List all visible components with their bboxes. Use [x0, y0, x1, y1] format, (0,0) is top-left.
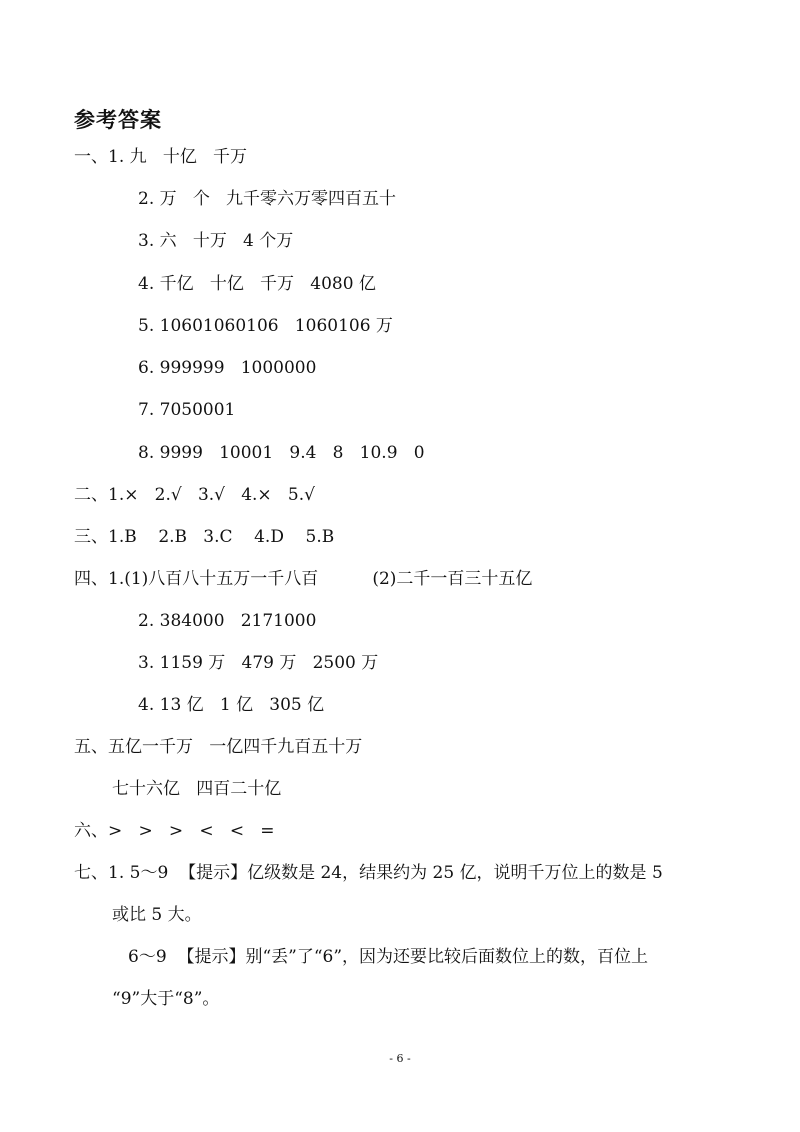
answer-line-4-1: 四、1.(1)八百八十五万一千八百 (2)二千一百三十五亿: [74, 569, 533, 589]
answer-line-7-1: 七、1. 5～9 【提示】亿级数是 24，结果约为 25 亿，说明千万位上的数是 5: [74, 863, 663, 883]
page-number: - 6 -: [389, 1052, 411, 1065]
answer-line-4-3: 3. 1159 万 479 万 2500 万: [138, 653, 379, 673]
answer-line-6: 六、> > > < < =: [74, 821, 275, 841]
answer-line-5-1: 五、五亿一千万 一亿四千九百五十万: [74, 737, 363, 757]
answer-line-1-2: 2. 万 个 九千零六万零四百五十: [138, 189, 397, 209]
answer-line-1-8: 8. 9999 10001 9.4 8 10.9 0: [138, 443, 425, 463]
answer-line-4-4: 4. 13 亿 1 亿 305 亿: [138, 695, 325, 715]
answer-line-5-2: 七十六亿 四百二十亿: [112, 779, 282, 799]
answer-line-1-3: 3. 六 十万 4 个万: [138, 231, 294, 251]
answer-line-2: 二、1.× 2.√ 3.√ 4.× 5.√: [74, 485, 315, 505]
answer-line-7-2-cont: “9”大于“8”。: [112, 989, 220, 1009]
answer-line-4-2: 2. 384000 2171000: [138, 611, 317, 631]
answer-line-1-5: 5. 10601060106 1060106 万: [138, 316, 393, 336]
answer-line-1-1: 一、1. 九 十亿 千万: [74, 147, 248, 167]
answer-line-7-2: 6～9 【提示】别“丢”了“6”，因为还要比较后面数位上的数，百位上: [128, 947, 649, 967]
answer-line-1-7: 7. 7050001: [138, 400, 236, 420]
answer-line-1-6: 6. 999999 1000000: [138, 358, 317, 378]
answer-line-3: 三、1.B 2.B 3.C 4.D 5.B: [74, 527, 335, 547]
answer-line-7-1-cont: 或比 5 大。: [112, 905, 202, 925]
page-title: 参考答案: [74, 108, 162, 132]
answer-line-1-4: 4. 千亿 十亿 千万 4080 亿: [138, 274, 376, 294]
